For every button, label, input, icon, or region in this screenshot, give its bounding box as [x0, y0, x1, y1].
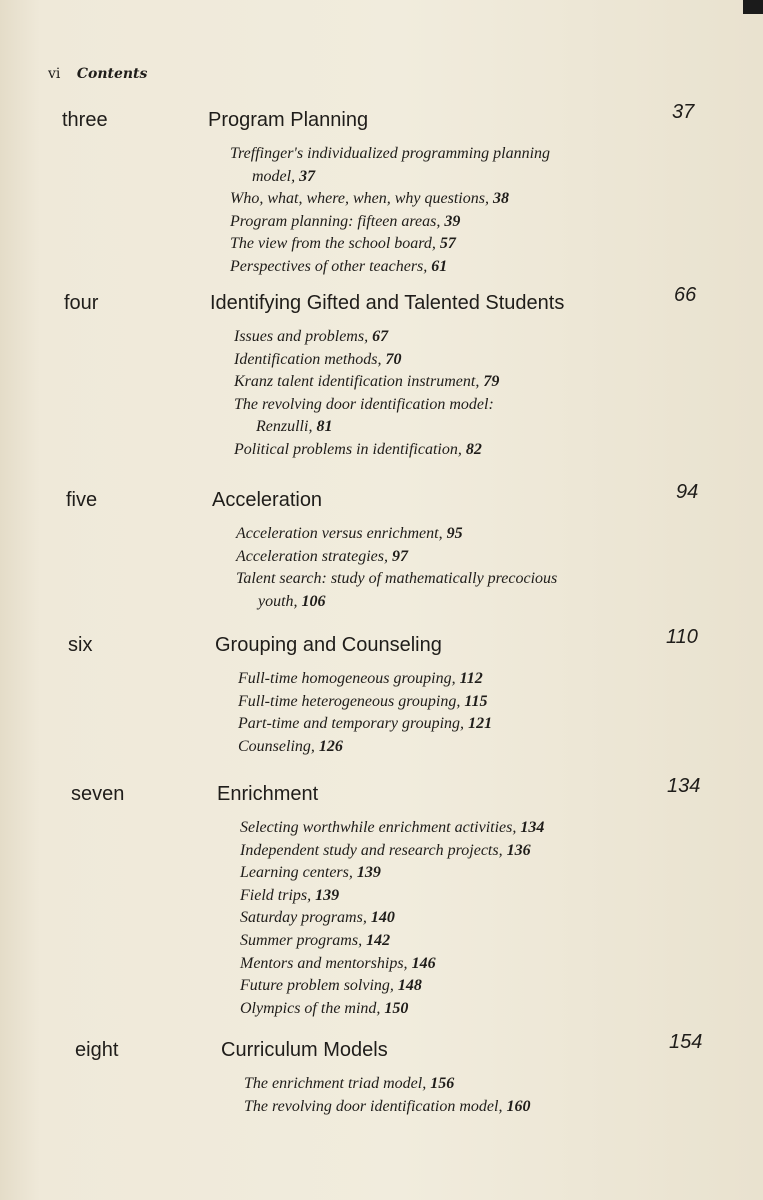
entry-page-number: 106: [301, 592, 326, 610]
chapter-page-number: 134: [667, 775, 701, 797]
entry-text: Mentors and mentorships,: [240, 954, 408, 972]
entry-page-number: 82: [465, 440, 482, 458]
chapter-page-number: 110: [666, 626, 698, 648]
entry-page-number: 97: [391, 547, 408, 565]
entry-text: Full-time heterogeneous grouping,: [238, 692, 461, 710]
entry-page-number: 139: [356, 864, 381, 882]
entry-text: Kranz talent identification instrument,: [234, 373, 480, 391]
section-entry-list: [236, 523, 557, 613]
chapter-page-number: 66: [674, 284, 697, 306]
chapter-number: four: [64, 292, 99, 314]
header-title: Contents: [76, 66, 148, 82]
chapter-number: eight: [75, 1039, 119, 1061]
toc-entry[interactable]: [240, 862, 544, 885]
chapter-page-number: 37: [672, 101, 695, 123]
toc-entry[interactable]: [240, 998, 544, 1021]
entry-page-number: 139: [315, 886, 340, 904]
entry-text: The revolving door identification model:: [234, 395, 494, 413]
toc-entry[interactable]: [230, 256, 550, 279]
toc-entry[interactable]: [244, 1096, 530, 1119]
chapter-title[interactable]: Grouping and Counseling: [215, 634, 442, 656]
entry-text: Acceleration strategies,: [236, 547, 388, 565]
toc-entry[interactable]: [234, 394, 499, 439]
entry-text: Acceleration versus enrichment,: [236, 525, 443, 542]
header-page-numeral: vi: [48, 66, 61, 82]
entry-text-continued: Renzulli,: [256, 418, 313, 436]
page-edge-shadow: [743, 0, 763, 14]
toc-entry[interactable]: [240, 953, 544, 976]
toc-entry[interactable]: [234, 349, 499, 372]
chapter-page-number: 94: [676, 481, 699, 503]
chapter-number: three: [62, 109, 108, 131]
entry-text: Who, what, where, when, why questions,: [230, 190, 489, 208]
entry-text: Treffinger's individualized programming planning: [230, 145, 551, 162]
entry-page-number: 146: [411, 954, 436, 972]
entry-page-number: 150: [384, 999, 409, 1017]
toc-entry[interactable]: [230, 143, 550, 188]
chapter-number: seven: [71, 783, 125, 805]
toc-entry[interactable]: [234, 371, 499, 394]
chapter-number: five: [66, 489, 98, 511]
running-header: [48, 66, 147, 82]
entry-continuation-line: [234, 416, 499, 439]
entry-text: Political problems in identification,: [234, 440, 462, 458]
chapter-number: six: [68, 634, 93, 656]
chapter-title[interactable]: Acceleration: [212, 489, 323, 511]
entry-text: Program planning: fifteen areas,: [230, 212, 441, 230]
toc-entry[interactable]: [240, 817, 544, 840]
entry-page-number: 61: [431, 257, 448, 275]
toc-entry[interactable]: [238, 736, 492, 759]
section-entry-list: [238, 668, 492, 758]
entry-text: Summer programs,: [240, 931, 363, 949]
toc-entry[interactable]: [244, 1073, 530, 1096]
entry-page-number: 121: [468, 715, 493, 733]
entry-page-number: 126: [318, 737, 343, 755]
toc-entry[interactable]: [230, 233, 550, 256]
entry-continuation-line: [230, 166, 550, 189]
entry-text: The view from the school board,: [230, 235, 436, 253]
entry-text: Identification methods,: [234, 350, 382, 368]
entry-page-number: 57: [439, 235, 456, 253]
toc-entry[interactable]: [238, 691, 492, 714]
chapter-title[interactable]: Identifying Gifted and Talented Students: [210, 292, 565, 314]
toc-entry[interactable]: [240, 885, 544, 908]
entry-page-number: 134: [520, 819, 545, 836]
entry-text: Selecting worthwhile enrichment activities,: [240, 819, 517, 836]
entry-text-continued: youth,: [258, 592, 298, 610]
toc-entry[interactable]: [230, 211, 550, 234]
entry-page-number: 70: [385, 350, 402, 368]
toc-entry[interactable]: [236, 546, 557, 569]
entry-text: Part-time and temporary grouping,: [238, 715, 465, 733]
toc-entry[interactable]: [236, 523, 557, 546]
toc-entry[interactable]: [230, 188, 550, 211]
chapter-page-number: 154: [669, 1031, 703, 1053]
section-entry-list: [230, 143, 550, 279]
entry-page-number: 148: [397, 977, 422, 995]
toc-entry[interactable]: [240, 840, 544, 863]
entry-text-continued: model,: [252, 167, 296, 185]
entry-page-number: 37: [299, 167, 316, 185]
entry-text: The enrichment triad model,: [244, 1075, 427, 1092]
entry-continuation-line: [236, 591, 557, 614]
entry-text: The revolving door identification model,: [244, 1097, 503, 1115]
chapter-title[interactable]: Enrichment: [217, 783, 319, 805]
chapter-title[interactable]: Program Planning: [208, 109, 369, 131]
entry-page-number: 39: [444, 212, 461, 230]
entry-text: Field trips,: [240, 886, 312, 904]
entry-page-number: 156: [430, 1075, 455, 1092]
toc-entry[interactable]: [236, 568, 557, 613]
entry-page-number: 67: [372, 328, 389, 345]
entry-page-number: 115: [464, 692, 488, 710]
entry-text: Counseling,: [238, 737, 315, 755]
entry-text: Learning centers,: [240, 864, 353, 882]
toc-entry[interactable]: [234, 439, 499, 462]
entry-text: Perspectives of other teachers,: [230, 257, 428, 275]
entry-text: Olympics of the mind,: [240, 999, 381, 1017]
entry-text: Independent study and research projects,: [240, 841, 503, 859]
toc-entry[interactable]: [240, 930, 544, 953]
entry-text: Talent search: study of mathematically precocious: [236, 570, 558, 588]
entry-page-number: 95: [446, 525, 463, 542]
entry-text: Future problem solving,: [240, 977, 394, 995]
toc-entry[interactable]: [234, 326, 499, 349]
entry-page-number: 160: [506, 1097, 531, 1115]
section-entry-list: [244, 1073, 530, 1118]
entry-page-number: 38: [492, 190, 509, 208]
entry-page-number: 136: [506, 841, 531, 859]
chapter-title[interactable]: Curriculum Models: [221, 1039, 388, 1061]
section-entry-list: [234, 326, 499, 462]
entry-page-number: 142: [366, 931, 391, 949]
entry-text: Saturday programs,: [240, 909, 367, 927]
entry-page-number: 81: [316, 418, 333, 436]
toc-entry[interactable]: [238, 713, 492, 736]
section-entry-list: [240, 817, 544, 1020]
toc-entry[interactable]: [240, 975, 544, 998]
entry-page-number: 79: [483, 373, 500, 391]
entry-page-number: 140: [370, 909, 395, 927]
toc-entry[interactable]: [238, 668, 492, 691]
toc-entry[interactable]: [240, 907, 544, 930]
entry-text: Full-time homogeneous grouping,: [238, 670, 456, 687]
entry-text: Issues and problems,: [234, 328, 369, 345]
entry-page-number: 112: [459, 670, 483, 687]
